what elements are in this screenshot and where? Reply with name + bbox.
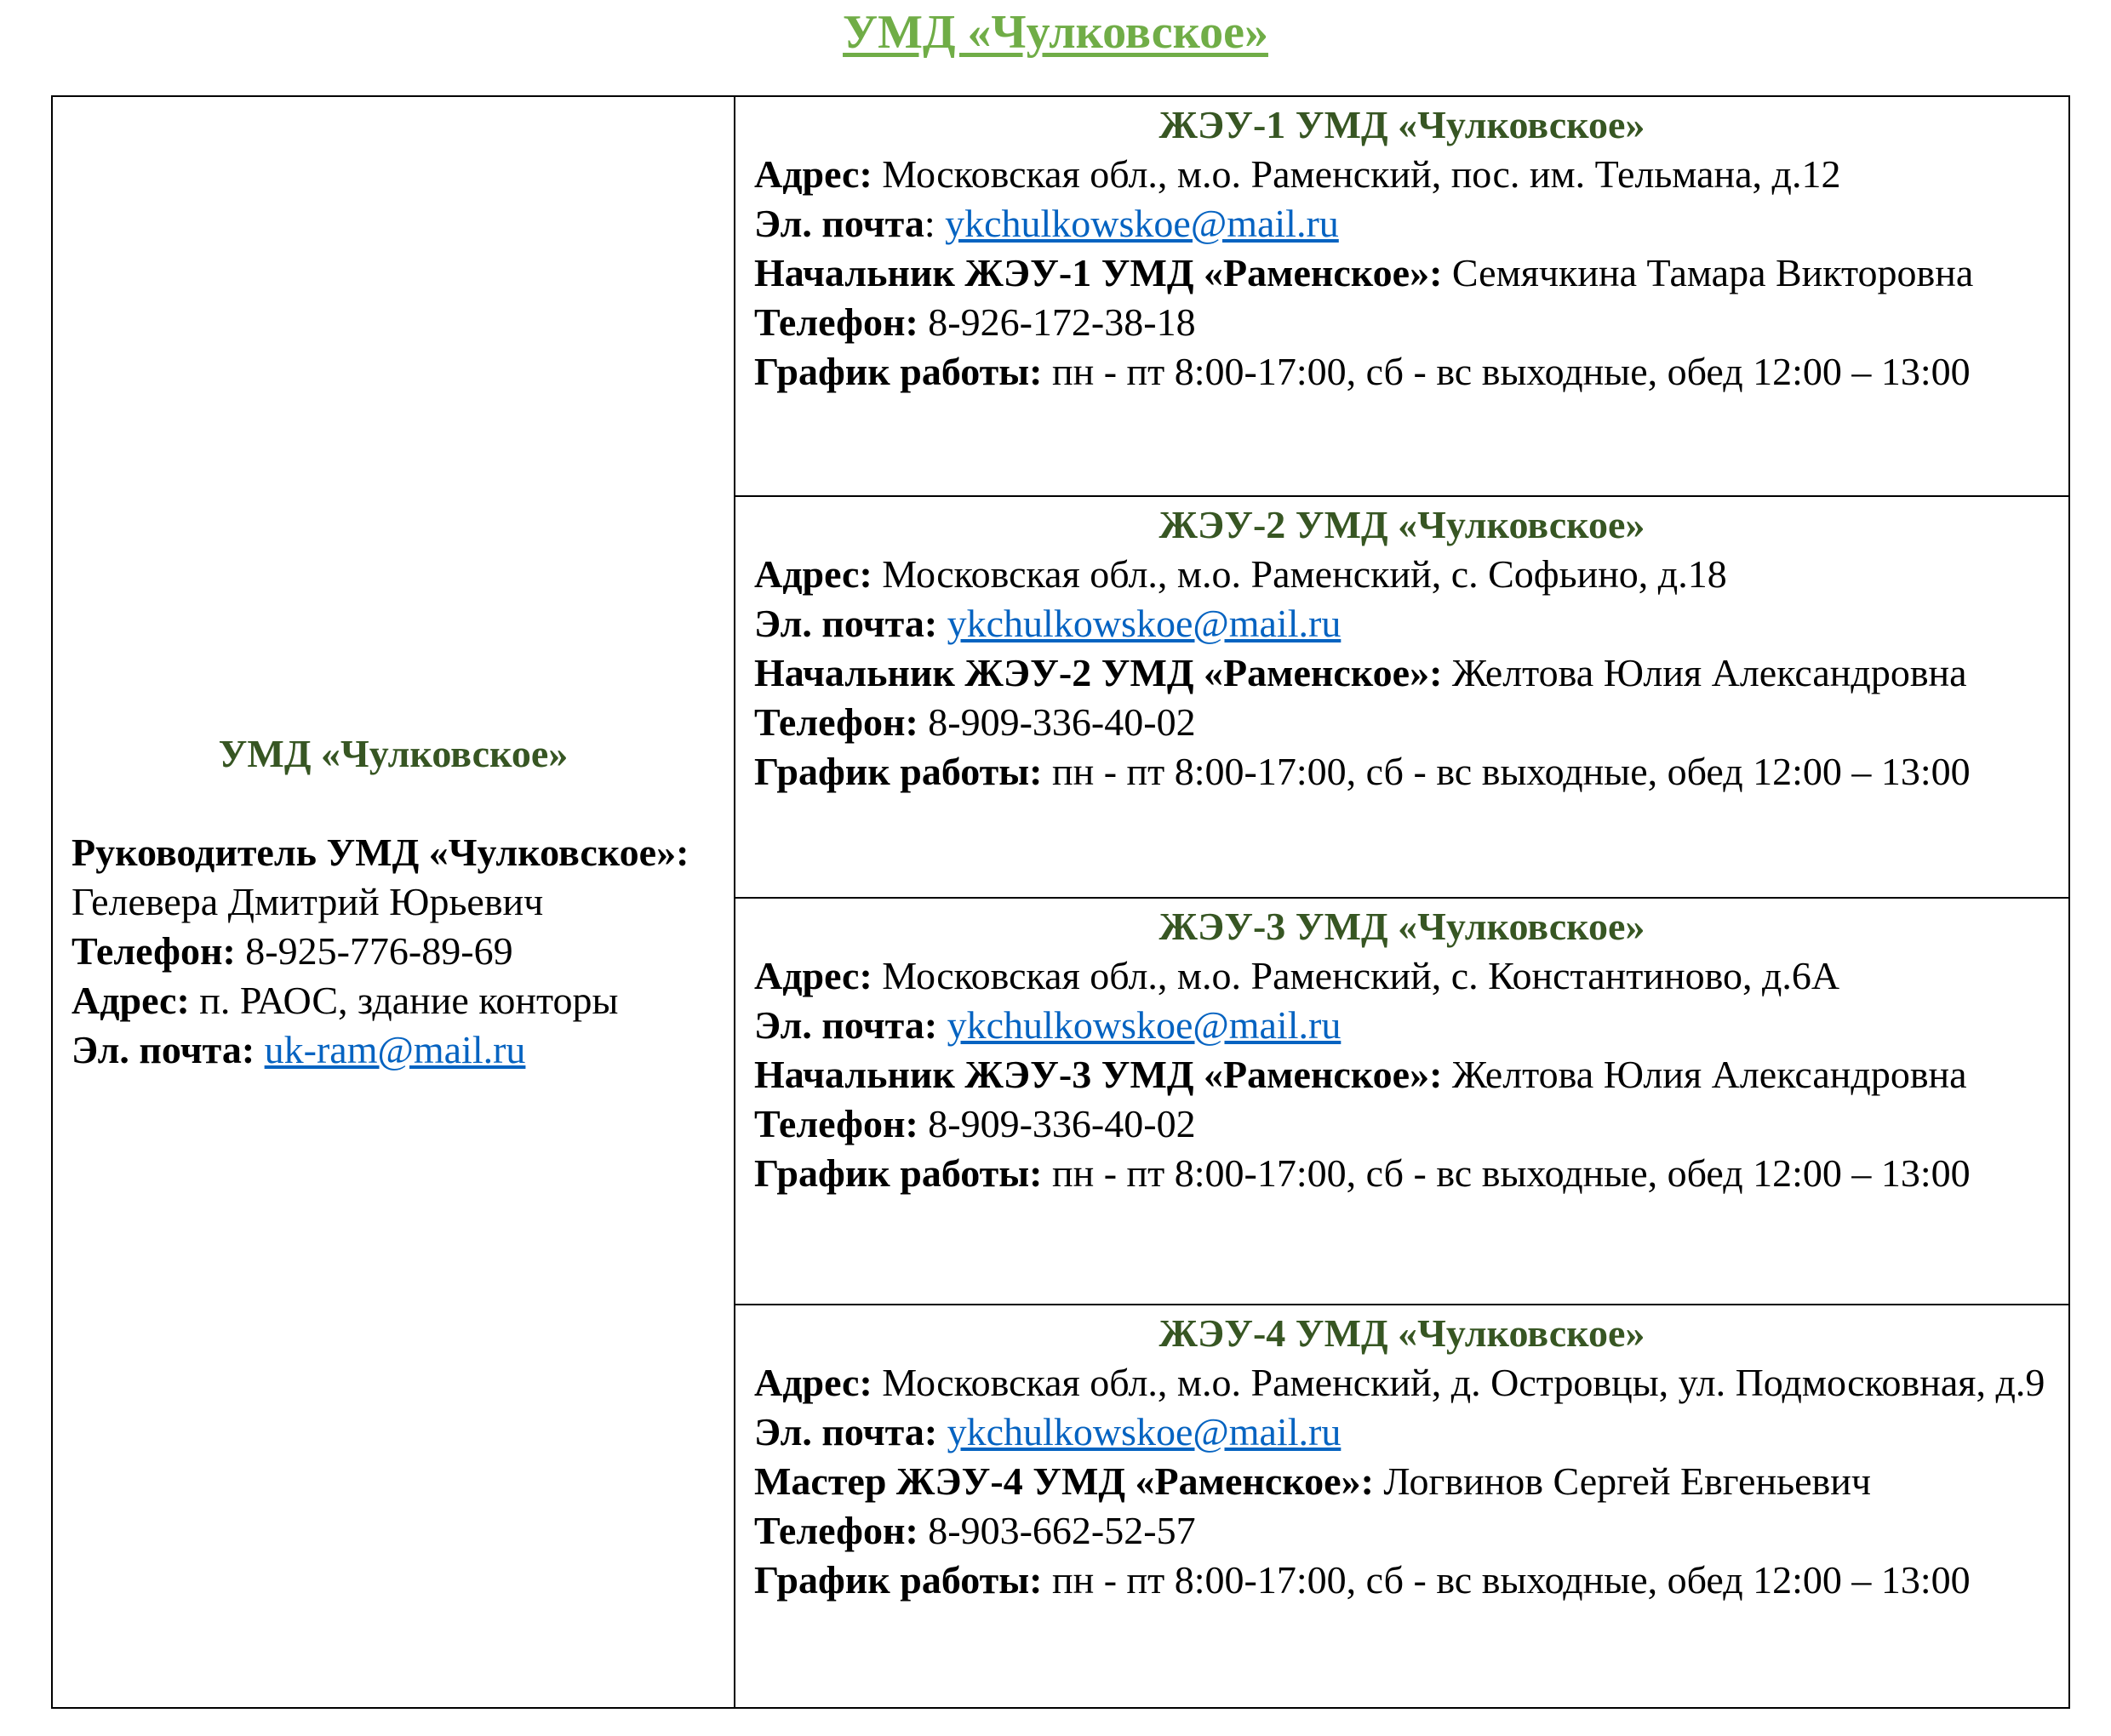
schedule-value: пн - пт 8:00-17:00, сб - вс выходные, обед 12:00 – 13:00 [1052,1151,1971,1195]
address-value: Московская обл., м.о. Раменский, с. Софьино, д.18 [882,552,1727,596]
unit-address [754,550,2050,599]
unit-address [754,150,2050,199]
phone-label: Телефон: [754,1102,918,1145]
unit-email [754,599,2050,648]
schedule-value: пн - пт 8:00-17:00, сб - вс выходные, обед 12:00 – 13:00 [1052,750,1971,793]
schedule-label: График работы: [754,1558,1043,1602]
unit-address [754,1358,2050,1408]
unit-title: ЖЭУ-4 УМД «Чулковское» [1158,1311,1645,1355]
unit-schedule [754,347,2050,397]
head-office-phone [72,927,715,976]
unit-title: ЖЭУ-1 УМД «Чулковское» [1158,103,1645,146]
unit-title: ЖЭУ-2 УМД «Чулковское» [1158,503,1645,546]
phone-value: 8-926-172-38-18 [928,300,1196,344]
email-link[interactable]: ykchulkowskoe@mail.ru [947,1410,1342,1453]
phone-label: Телефон: [72,929,236,973]
email-label: Эл. почта: [754,602,938,645]
email-label: Эл. почта [754,202,924,245]
head-label: Начальник ЖЭУ-3 УМД «Раменское»: [754,1053,1443,1096]
contacts-table [51,95,2070,1709]
manager-label: Руководитель УМД «Чулковское»: [72,831,689,874]
phone-value: 8-909-336-40-02 [928,1102,1196,1145]
head-label: Начальник ЖЭУ-2 УМД «Раменское»: [754,651,1443,694]
phone-value: 8-909-336-40-02 [928,700,1196,744]
unit-email [754,199,2050,248]
address-label: Адрес: [754,152,872,196]
address-label: Адрес: [72,979,190,1022]
email-label: Эл. почта: [754,1410,938,1453]
head-name: Логвинов Сергей Евгеньевич [1383,1459,1871,1503]
schedule-label: График работы: [754,750,1043,793]
unit-schedule [754,1556,2050,1605]
head-label: Начальник ЖЭУ-1 УМД «Раменское»: [754,251,1443,294]
head-name: Желтова Юлия Александровна [1451,651,1967,694]
email-link[interactable]: ykchulkowskoe@mail.ru [945,202,1339,245]
head-name: Желтова Юлия Александровна [1451,1053,1967,1096]
unit-cell-1 [735,96,2069,496]
head-label: Мастер ЖЭУ-4 УМД «Раменское»: [754,1459,1374,1503]
unit-phone [754,1506,2050,1556]
address-label: Адрес: [754,1361,872,1404]
email-label: Эл. почта: [754,1003,938,1047]
phone-value: 8-903-662-52-57 [928,1509,1196,1552]
unit-cell-3 [735,898,2069,1305]
unit-email [754,1408,2050,1457]
phone-label: Телефон: [754,300,918,344]
unit-email [754,1001,2050,1050]
address-value: Московская обл., м.о. Раменский, д. Островцы, ул. Подмосковная, д.9 [882,1361,2045,1404]
head-office-address [72,976,715,1025]
schedule-value: пн - пт 8:00-17:00, сб - вс выходные, обед 12:00 – 13:00 [1052,1558,1971,1602]
unit-phone [754,298,2050,347]
unit-head [754,1457,2050,1506]
email-label: Эл. почта: [72,1028,255,1071]
head-office-email [72,1025,715,1075]
unit-schedule [754,1149,2050,1198]
email-link[interactable]: ykchulkowskoe@mail.ru [947,602,1342,645]
unit-schedule [754,747,2050,797]
head-office-cell [52,96,735,1708]
unit-cell-2 [735,496,2069,898]
head-office-manager [72,828,715,927]
page-title: УМД «Чулковское» [843,6,1268,59]
unit-phone [754,1099,2050,1149]
head-office-title: УМД «Чулковское» [218,732,569,775]
schedule-label: График работы: [754,1151,1043,1195]
address-value: Московская обл., м.о. Раменский, пос. им. Тельмана, д.12 [882,152,1841,196]
unit-head [754,248,2050,298]
head-name: Семячкина Тамара Викторовна [1451,251,1974,294]
email-separator: : [924,202,935,245]
address-label: Адрес: [754,552,872,596]
address-value: п. РАОС, здание конторы [199,979,619,1022]
unit-head [754,648,2050,698]
email-link[interactable]: uk-ram@mail.ru [264,1028,526,1071]
address-label: Адрес: [754,954,872,997]
unit-address [754,951,2050,1001]
address-value: Московская обл., м.о. Раменский, с. Константиново, д.6А [882,954,1840,997]
schedule-label: График работы: [754,350,1043,393]
phone-value: 8-925-776-89-69 [245,929,513,973]
unit-head [754,1050,2050,1099]
phone-label: Телефон: [754,700,918,744]
manager-name: Гелевера Дмитрий Юрьевич [72,880,544,923]
unit-title: ЖЭУ-3 УМД «Чулковское» [1158,905,1645,948]
email-link[interactable]: ykchulkowskoe@mail.ru [947,1003,1342,1047]
unit-phone [754,698,2050,747]
unit-cell-4 [735,1305,2069,1708]
phone-label: Телефон: [754,1509,918,1552]
schedule-value: пн - пт 8:00-17:00, сб - вс выходные, обед 12:00 – 13:00 [1052,350,1971,393]
